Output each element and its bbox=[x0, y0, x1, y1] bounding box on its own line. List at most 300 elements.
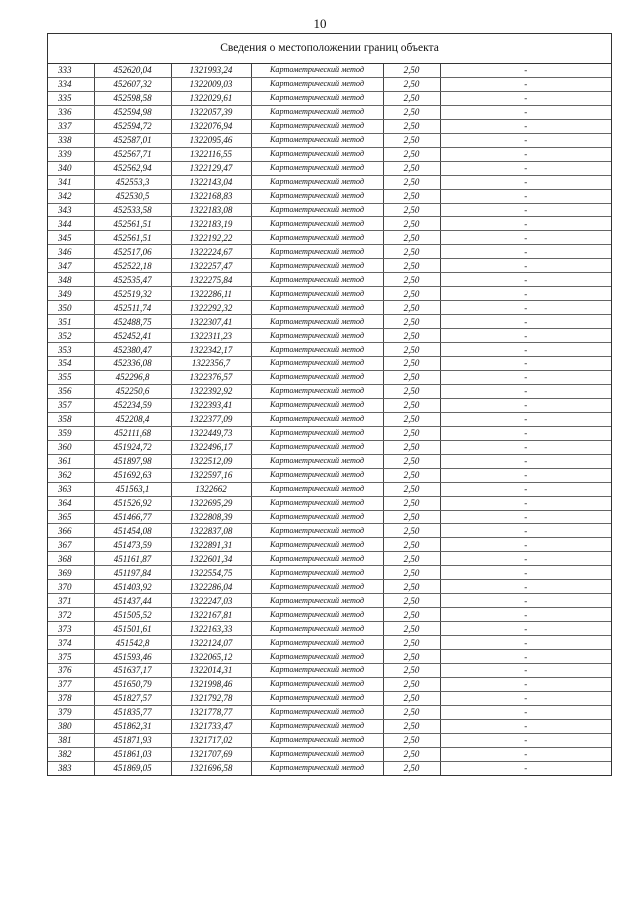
x-coordinate-cell: 452511,74 bbox=[94, 301, 171, 315]
point-number-cell: 374 bbox=[48, 636, 94, 650]
x-coordinate-cell: 452561,51 bbox=[94, 231, 171, 245]
point-number-cell: 352 bbox=[48, 329, 94, 343]
accuracy-cell: 2,50 bbox=[383, 496, 440, 510]
note-cell: - bbox=[440, 608, 611, 622]
x-coordinate-cell: 452336,08 bbox=[94, 357, 171, 371]
note-cell: - bbox=[440, 538, 611, 552]
accuracy-cell: 2,50 bbox=[383, 301, 440, 315]
method-cell: Картометрический метод bbox=[251, 608, 383, 622]
y-coordinate-cell: 1321733,47 bbox=[171, 719, 251, 733]
method-cell: Картометрический метод bbox=[251, 384, 383, 398]
y-coordinate-cell: 1322891,31 bbox=[171, 538, 251, 552]
table-row bbox=[48, 301, 611, 315]
method-cell: Картометрический метод bbox=[251, 231, 383, 245]
point-number-cell: 369 bbox=[48, 566, 94, 580]
method-cell: Картометрический метод bbox=[251, 147, 383, 161]
note-cell: - bbox=[440, 245, 611, 259]
x-coordinate-cell: 452517,06 bbox=[94, 245, 171, 259]
method-cell: Картометрический метод bbox=[251, 566, 383, 580]
x-coordinate-cell: 451869,05 bbox=[94, 761, 171, 774]
y-coordinate-cell: 1322014,31 bbox=[171, 663, 251, 677]
accuracy-cell: 2,50 bbox=[383, 343, 440, 357]
accuracy-cell: 2,50 bbox=[383, 482, 440, 496]
note-cell: - bbox=[440, 650, 611, 664]
method-cell: Картометрический метод bbox=[251, 761, 383, 774]
point-number-cell: 364 bbox=[48, 496, 94, 510]
point-number-cell: 349 bbox=[48, 287, 94, 301]
note-cell: - bbox=[440, 175, 611, 189]
point-number-cell: 378 bbox=[48, 691, 94, 705]
x-coordinate-cell: 452607,32 bbox=[94, 77, 171, 91]
table-row bbox=[48, 398, 611, 412]
method-cell: Картометрический метод bbox=[251, 91, 383, 105]
point-number-cell: 344 bbox=[48, 217, 94, 231]
point-number-cell: 363 bbox=[48, 482, 94, 496]
point-number-cell: 336 bbox=[48, 105, 94, 119]
method-cell: Картометрический метод bbox=[251, 105, 383, 119]
x-coordinate-cell: 452208,4 bbox=[94, 412, 171, 426]
table-row bbox=[48, 273, 611, 287]
point-number-cell: 380 bbox=[48, 719, 94, 733]
table-row bbox=[48, 538, 611, 552]
point-number-cell: 346 bbox=[48, 245, 94, 259]
x-coordinate-cell: 452594,98 bbox=[94, 105, 171, 119]
table-row bbox=[48, 566, 611, 580]
y-coordinate-cell: 1322224,67 bbox=[171, 245, 251, 259]
y-coordinate-cell: 1321998,46 bbox=[171, 677, 251, 691]
table-row bbox=[48, 454, 611, 468]
y-coordinate-cell: 1322342,17 bbox=[171, 343, 251, 357]
method-cell: Картометрический метод bbox=[251, 524, 383, 538]
y-coordinate-cell: 1322057,39 bbox=[171, 105, 251, 119]
note-cell: - bbox=[440, 566, 611, 580]
point-number-cell: 360 bbox=[48, 440, 94, 454]
accuracy-cell: 2,50 bbox=[383, 357, 440, 371]
accuracy-cell: 2,50 bbox=[383, 426, 440, 440]
y-coordinate-cell: 1322695,29 bbox=[171, 496, 251, 510]
table-row bbox=[48, 343, 611, 357]
point-number-cell: 379 bbox=[48, 705, 94, 719]
point-number-cell: 354 bbox=[48, 357, 94, 371]
table-row bbox=[48, 105, 611, 119]
note-cell: - bbox=[440, 398, 611, 412]
accuracy-cell: 2,50 bbox=[383, 761, 440, 774]
y-coordinate-cell: 1322129,47 bbox=[171, 161, 251, 175]
y-coordinate-cell: 1322029,61 bbox=[171, 91, 251, 105]
accuracy-cell: 2,50 bbox=[383, 650, 440, 664]
x-coordinate-cell: 451466,77 bbox=[94, 510, 171, 524]
y-coordinate-cell: 1322257,47 bbox=[171, 259, 251, 273]
table-row bbox=[48, 552, 611, 566]
x-coordinate-cell: 451637,17 bbox=[94, 663, 171, 677]
method-cell: Картометрический метод bbox=[251, 663, 383, 677]
accuracy-cell: 2,50 bbox=[383, 64, 440, 77]
note-cell: - bbox=[440, 119, 611, 133]
accuracy-cell: 2,50 bbox=[383, 105, 440, 119]
y-coordinate-cell: 1322808,39 bbox=[171, 510, 251, 524]
note-cell: - bbox=[440, 636, 611, 650]
note-cell: - bbox=[440, 468, 611, 482]
method-cell: Картометрический метод bbox=[251, 691, 383, 705]
accuracy-cell: 2,50 bbox=[383, 552, 440, 566]
table-row bbox=[48, 189, 611, 203]
x-coordinate-cell: 451505,52 bbox=[94, 608, 171, 622]
accuracy-cell: 2,50 bbox=[383, 440, 440, 454]
point-number-cell: 348 bbox=[48, 273, 94, 287]
point-number-cell: 334 bbox=[48, 77, 94, 91]
x-coordinate-cell: 451835,77 bbox=[94, 705, 171, 719]
x-coordinate-cell: 452111,68 bbox=[94, 426, 171, 440]
accuracy-cell: 2,50 bbox=[383, 133, 440, 147]
y-coordinate-cell: 1322183,19 bbox=[171, 217, 251, 231]
note-cell: - bbox=[440, 677, 611, 691]
note-cell: - bbox=[440, 259, 611, 273]
x-coordinate-cell: 452567,71 bbox=[94, 147, 171, 161]
note-cell: - bbox=[440, 524, 611, 538]
point-number-cell: 362 bbox=[48, 468, 94, 482]
method-cell: Картометрический метод bbox=[251, 538, 383, 552]
x-coordinate-cell: 452452,41 bbox=[94, 329, 171, 343]
y-coordinate-cell: 1322512,09 bbox=[171, 454, 251, 468]
y-coordinate-cell: 1322601,34 bbox=[171, 552, 251, 566]
y-coordinate-cell: 1321792,78 bbox=[171, 691, 251, 705]
accuracy-cell: 2,50 bbox=[383, 398, 440, 412]
method-cell: Картометрический метод bbox=[251, 440, 383, 454]
table-row bbox=[48, 203, 611, 217]
accuracy-cell: 2,50 bbox=[383, 622, 440, 636]
point-number-cell: 366 bbox=[48, 524, 94, 538]
point-number-cell: 337 bbox=[48, 119, 94, 133]
y-coordinate-cell: 1322307,41 bbox=[171, 315, 251, 329]
note-cell: - bbox=[440, 440, 611, 454]
accuracy-cell: 2,50 bbox=[383, 691, 440, 705]
note-cell: - bbox=[440, 622, 611, 636]
table-row bbox=[48, 384, 611, 398]
point-number-cell: 370 bbox=[48, 580, 94, 594]
table-row bbox=[48, 231, 611, 245]
table-row bbox=[48, 440, 611, 454]
accuracy-cell: 2,50 bbox=[383, 203, 440, 217]
accuracy-cell: 2,50 bbox=[383, 370, 440, 384]
y-coordinate-cell: 1322376,57 bbox=[171, 370, 251, 384]
accuracy-cell: 2,50 bbox=[383, 315, 440, 329]
y-coordinate-cell: 1322356,7 bbox=[171, 357, 251, 371]
table-row bbox=[48, 119, 611, 133]
point-number-cell: 373 bbox=[48, 622, 94, 636]
x-coordinate-cell: 452553,3 bbox=[94, 175, 171, 189]
y-coordinate-cell: 1322168,83 bbox=[171, 189, 251, 203]
point-number-cell: 335 bbox=[48, 91, 94, 105]
method-cell: Картометрический метод bbox=[251, 482, 383, 496]
point-number-cell: 345 bbox=[48, 231, 94, 245]
method-cell: Картометрический метод bbox=[251, 468, 383, 482]
coordinates-table bbox=[48, 64, 611, 775]
table-row bbox=[48, 245, 611, 259]
table-row bbox=[48, 175, 611, 189]
note-cell: - bbox=[440, 384, 611, 398]
table-row bbox=[48, 426, 611, 440]
accuracy-cell: 2,50 bbox=[383, 594, 440, 608]
y-coordinate-cell: 1321696,58 bbox=[171, 761, 251, 774]
point-number-cell: 359 bbox=[48, 426, 94, 440]
x-coordinate-cell: 452530,5 bbox=[94, 189, 171, 203]
method-cell: Картометрический метод bbox=[251, 133, 383, 147]
table-row bbox=[48, 733, 611, 747]
point-number-cell: 376 bbox=[48, 663, 94, 677]
note-cell: - bbox=[440, 454, 611, 468]
x-coordinate-cell: 452587,01 bbox=[94, 133, 171, 147]
table-row bbox=[48, 287, 611, 301]
point-number-cell: 351 bbox=[48, 315, 94, 329]
coordinates-table-body bbox=[48, 64, 611, 775]
x-coordinate-cell: 451862,31 bbox=[94, 719, 171, 733]
note-cell: - bbox=[440, 301, 611, 315]
note-cell: - bbox=[524, 763, 528, 774]
method-cell: Картометрический метод bbox=[251, 273, 383, 287]
accuracy-cell: 2,50 bbox=[383, 733, 440, 747]
x-coordinate-cell: 452561,51 bbox=[94, 217, 171, 231]
y-coordinate-cell: 1321717,02 bbox=[171, 733, 251, 747]
table-row bbox=[48, 64, 611, 77]
accuracy-cell: 2,50 bbox=[383, 566, 440, 580]
method-cell: Картометрический метод bbox=[251, 636, 383, 650]
accuracy-cell: 2,50 bbox=[383, 747, 440, 761]
point-number-cell: 383 bbox=[48, 761, 94, 774]
note-cell: - bbox=[440, 412, 611, 426]
x-coordinate-cell: 452535,47 bbox=[94, 273, 171, 287]
note-cell: - bbox=[440, 105, 611, 119]
method-cell: Картометрический метод bbox=[251, 189, 383, 203]
x-coordinate-cell: 452598,58 bbox=[94, 91, 171, 105]
x-coordinate-cell: 451650,79 bbox=[94, 677, 171, 691]
x-coordinate-cell: 451437,44 bbox=[94, 594, 171, 608]
point-number-cell: 347 bbox=[48, 259, 94, 273]
table-row bbox=[48, 677, 611, 691]
note-cell: - bbox=[440, 357, 611, 371]
note-cell: - bbox=[440, 315, 611, 329]
x-coordinate-cell: 451871,93 bbox=[94, 733, 171, 747]
table-row bbox=[48, 761, 611, 774]
table-row bbox=[48, 329, 611, 343]
y-coordinate-cell: 1321778,77 bbox=[171, 705, 251, 719]
y-coordinate-cell: 1322393,41 bbox=[171, 398, 251, 412]
method-cell: Картометрический метод bbox=[251, 426, 383, 440]
accuracy-cell: 2,50 bbox=[383, 580, 440, 594]
note-cell: - bbox=[440, 203, 611, 217]
accuracy-cell: 2,50 bbox=[383, 147, 440, 161]
accuracy-cell: 2,50 bbox=[383, 384, 440, 398]
x-coordinate-cell: 451593,46 bbox=[94, 650, 171, 664]
y-coordinate-cell: 1322496,17 bbox=[171, 440, 251, 454]
point-number-cell: 375 bbox=[48, 650, 94, 664]
y-coordinate-cell: 1322837,08 bbox=[171, 524, 251, 538]
note-cell: - bbox=[440, 747, 611, 761]
x-coordinate-cell: 451403,92 bbox=[94, 580, 171, 594]
note-cell: - bbox=[440, 719, 611, 733]
accuracy-cell: 2,50 bbox=[383, 719, 440, 733]
method-cell: Картометрический метод bbox=[251, 677, 383, 691]
table-row bbox=[48, 259, 611, 273]
y-coordinate-cell: 1322009,03 bbox=[171, 77, 251, 91]
x-coordinate-cell: 451161,87 bbox=[94, 552, 171, 566]
point-number-cell: 371 bbox=[48, 594, 94, 608]
accuracy-cell: 2,50 bbox=[383, 245, 440, 259]
x-coordinate-cell: 452594,72 bbox=[94, 119, 171, 133]
note-cell: - bbox=[440, 580, 611, 594]
point-number-cell: 377 bbox=[48, 677, 94, 691]
table-row bbox=[48, 747, 611, 761]
point-number-cell: 341 bbox=[48, 175, 94, 189]
accuracy-cell: 2,50 bbox=[383, 608, 440, 622]
point-number-cell: 350 bbox=[48, 301, 94, 315]
x-coordinate-cell: 452562,94 bbox=[94, 161, 171, 175]
x-coordinate-cell: 452519,32 bbox=[94, 287, 171, 301]
accuracy-cell: 2,50 bbox=[383, 161, 440, 175]
y-coordinate-cell: 1322143,04 bbox=[171, 175, 251, 189]
accuracy-cell: 2,50 bbox=[383, 636, 440, 650]
x-coordinate-cell: 451526,92 bbox=[94, 496, 171, 510]
y-coordinate-cell: 1322292,32 bbox=[171, 301, 251, 315]
page-number: 10 bbox=[313, 16, 327, 31]
accuracy-cell: 2,50 bbox=[383, 287, 440, 301]
method-cell: Картометрический метод bbox=[251, 357, 383, 371]
point-number-cell: 367 bbox=[48, 538, 94, 552]
note-cell: - bbox=[440, 133, 611, 147]
table-row bbox=[48, 370, 611, 384]
method-cell: Картометрический метод bbox=[251, 343, 383, 357]
y-coordinate-cell: 1322192,22 bbox=[171, 231, 251, 245]
table-row bbox=[48, 663, 611, 677]
note-cell: - bbox=[440, 705, 611, 719]
note-cell: - bbox=[440, 426, 611, 440]
x-coordinate-cell: 452620,04 bbox=[94, 64, 171, 77]
note-cell: - bbox=[440, 733, 611, 747]
table-row bbox=[48, 608, 611, 622]
accuracy-cell: 2,50 bbox=[383, 231, 440, 245]
method-cell: Картометрический метод bbox=[251, 650, 383, 664]
method-cell: Картометрический метод bbox=[251, 119, 383, 133]
table-row bbox=[48, 524, 611, 538]
y-coordinate-cell: 1322554,75 bbox=[171, 566, 251, 580]
table-row bbox=[48, 691, 611, 705]
accuracy-cell: 2,50 bbox=[383, 538, 440, 552]
x-coordinate-cell: 451827,57 bbox=[94, 691, 171, 705]
accuracy-cell: 2,50 bbox=[383, 119, 440, 133]
note-cell: - bbox=[440, 77, 611, 91]
y-coordinate-cell: 1322286,11 bbox=[171, 287, 251, 301]
method-cell: Картометрический метод bbox=[251, 175, 383, 189]
table-row bbox=[48, 482, 611, 496]
point-number-cell: 343 bbox=[48, 203, 94, 217]
table-row bbox=[48, 594, 611, 608]
accuracy-cell: 2,50 bbox=[383, 329, 440, 343]
table-row bbox=[48, 636, 611, 650]
point-number-cell: 381 bbox=[48, 733, 94, 747]
point-number-cell: 361 bbox=[48, 454, 94, 468]
point-number-cell: 338 bbox=[48, 133, 94, 147]
y-coordinate-cell: 1322163,33 bbox=[171, 622, 251, 636]
y-coordinate-cell: 1322095,46 bbox=[171, 133, 251, 147]
accuracy-cell: 2,50 bbox=[383, 91, 440, 105]
point-number-cell: 365 bbox=[48, 510, 94, 524]
note-cell: - bbox=[440, 287, 611, 301]
note-cell: - bbox=[440, 482, 611, 496]
table-row bbox=[48, 496, 611, 510]
y-coordinate-cell: 1322124,07 bbox=[171, 636, 251, 650]
accuracy-cell: 2,50 bbox=[383, 77, 440, 91]
y-coordinate-cell: 1321707,69 bbox=[171, 747, 251, 761]
method-cell: Картометрический метод bbox=[251, 77, 383, 91]
note-cell: - bbox=[440, 691, 611, 705]
x-coordinate-cell: 452488,75 bbox=[94, 315, 171, 329]
y-coordinate-cell: 1322377,09 bbox=[171, 412, 251, 426]
point-number-cell: 342 bbox=[48, 189, 94, 203]
method-cell: Картометрический метод bbox=[251, 217, 383, 231]
method-cell: Картометрический метод bbox=[251, 412, 383, 426]
method-cell: Картометрический метод bbox=[251, 398, 383, 412]
y-coordinate-cell: 1322392,92 bbox=[171, 384, 251, 398]
note-cell: - bbox=[440, 273, 611, 287]
accuracy-cell: 2,50 bbox=[383, 663, 440, 677]
method-cell: Картометрический метод bbox=[251, 733, 383, 747]
sheet-title: Сведения о местоположении границ объекта bbox=[48, 34, 611, 64]
method-cell: Картометрический метод bbox=[251, 719, 383, 733]
method-cell: Картометрический метод bbox=[251, 747, 383, 761]
point-number-cell: 368 bbox=[48, 552, 94, 566]
point-number-cell: 353 bbox=[48, 343, 94, 357]
method-cell: Картометрический метод bbox=[251, 161, 383, 175]
x-coordinate-cell: 452234,59 bbox=[94, 398, 171, 412]
note-cell: - bbox=[440, 161, 611, 175]
point-number-cell: 358 bbox=[48, 412, 94, 426]
coordinates-sheet bbox=[47, 33, 612, 776]
accuracy-cell: 2,50 bbox=[383, 454, 440, 468]
accuracy-cell: 2,50 bbox=[383, 412, 440, 426]
accuracy-cell: 2,50 bbox=[383, 677, 440, 691]
note-cell: - bbox=[440, 64, 611, 77]
method-cell: Картометрический метод bbox=[251, 454, 383, 468]
table-row bbox=[48, 580, 611, 594]
x-coordinate-cell: 452522,18 bbox=[94, 259, 171, 273]
table-row bbox=[48, 217, 611, 231]
y-coordinate-cell: 1322275,84 bbox=[171, 273, 251, 287]
note-cell: - bbox=[440, 510, 611, 524]
point-number-cell: 372 bbox=[48, 608, 94, 622]
x-coordinate-cell: 451542,8 bbox=[94, 636, 171, 650]
method-cell: Картометрический метод bbox=[251, 203, 383, 217]
accuracy-cell: 2,50 bbox=[383, 175, 440, 189]
y-coordinate-cell: 1322116,55 bbox=[171, 147, 251, 161]
method-cell: Картометрический метод bbox=[251, 301, 383, 315]
table-row bbox=[48, 412, 611, 426]
method-cell: Картометрический метод bbox=[251, 510, 383, 524]
x-coordinate-cell: 452380,47 bbox=[94, 343, 171, 357]
note-cell: - bbox=[440, 231, 611, 245]
point-number-cell: 357 bbox=[48, 398, 94, 412]
y-coordinate-cell: 1322065,12 bbox=[171, 650, 251, 664]
method-cell: Картометрический метод bbox=[251, 705, 383, 719]
method-cell: Картометрический метод bbox=[251, 594, 383, 608]
method-cell: Картометрический метод bbox=[251, 64, 383, 77]
point-number-cell: 382 bbox=[48, 747, 94, 761]
accuracy-cell: 2,50 bbox=[383, 468, 440, 482]
x-coordinate-cell: 451861,03 bbox=[94, 747, 171, 761]
accuracy-cell: 2,50 bbox=[383, 259, 440, 273]
note-cell: - bbox=[440, 147, 611, 161]
note-cell: - bbox=[440, 91, 611, 105]
table-row bbox=[48, 719, 611, 733]
x-coordinate-cell: 451454,08 bbox=[94, 524, 171, 538]
